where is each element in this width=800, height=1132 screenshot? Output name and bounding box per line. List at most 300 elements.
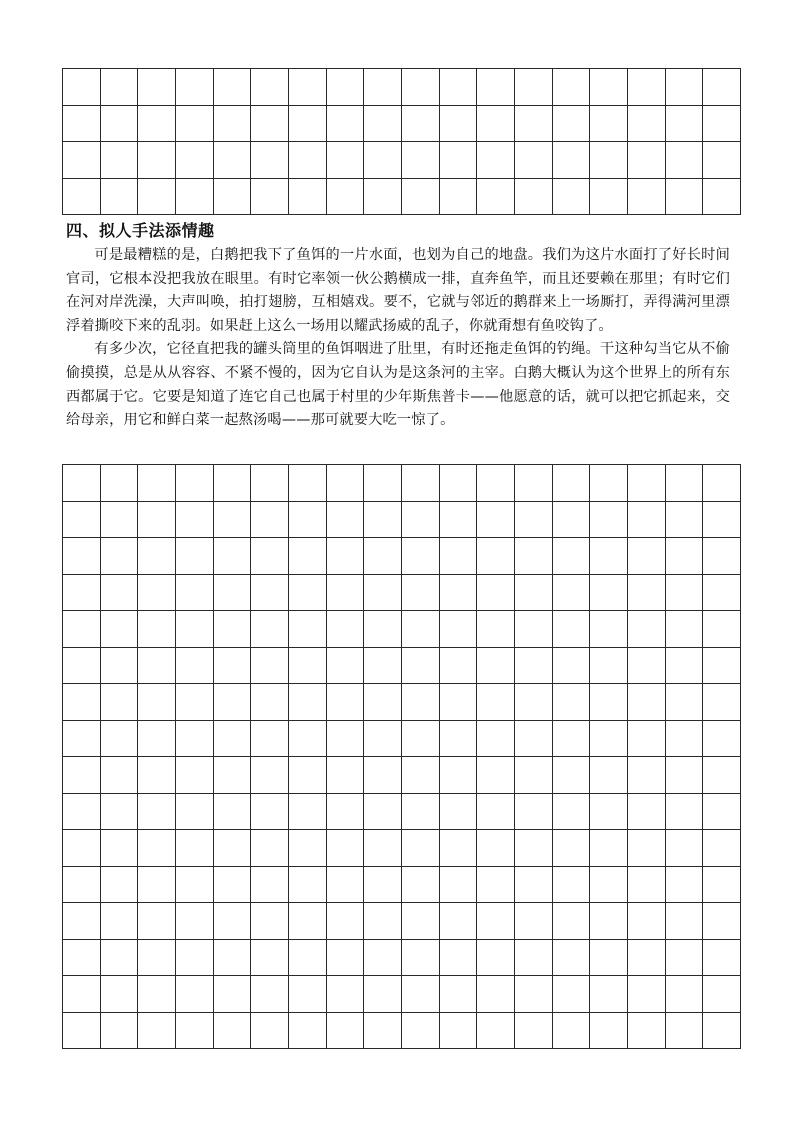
grid-cell[interactable] [514,465,552,502]
grid-cell[interactable] [552,105,590,142]
grid-cell[interactable] [401,465,439,502]
grid-cell[interactable] [552,903,590,940]
grid-cell[interactable] [439,1012,477,1049]
grid-cell[interactable] [477,939,515,976]
grid-cell[interactable] [288,939,326,976]
grid-cell[interactable] [326,178,364,215]
grid-cell[interactable] [63,69,101,106]
grid-cell[interactable] [477,465,515,502]
grid-cell[interactable] [665,611,703,648]
grid-cell[interactable] [590,178,628,215]
grid-cell[interactable] [665,757,703,794]
grid-cell[interactable] [175,501,213,538]
grid-cell[interactable] [213,720,251,757]
grid-cell[interactable] [63,830,101,867]
grid-cell[interactable] [175,105,213,142]
grid-cell[interactable] [288,178,326,215]
grid-cell[interactable] [590,793,628,830]
grid-cell[interactable] [138,866,176,903]
grid-cell[interactable] [326,684,364,721]
grid-cell[interactable] [477,611,515,648]
grid-cell[interactable] [401,793,439,830]
grid-cell[interactable] [477,866,515,903]
grid-cell[interactable] [251,647,289,684]
grid-cell[interactable] [288,501,326,538]
grid-cell[interactable] [552,1012,590,1049]
grid-cell[interactable] [665,720,703,757]
grid-cell[interactable] [326,465,364,502]
grid-cell[interactable] [552,939,590,976]
grid-cell[interactable] [552,501,590,538]
grid-cell[interactable] [138,1012,176,1049]
grid-cell[interactable] [477,830,515,867]
grid-cell[interactable] [364,793,402,830]
grid-cell[interactable] [477,69,515,106]
grid-cell[interactable] [175,939,213,976]
grid-cell[interactable] [288,465,326,502]
grid-cell[interactable] [665,903,703,940]
grid-cell[interactable] [100,69,138,106]
grid-cell[interactable] [63,465,101,502]
grid-cell[interactable] [138,501,176,538]
grid-cell[interactable] [401,611,439,648]
grid-cell[interactable] [703,178,741,215]
grid-cell[interactable] [627,142,665,179]
grid-cell[interactable] [703,976,741,1013]
grid-cell[interactable] [213,830,251,867]
grid-cell[interactable] [288,69,326,106]
grid-cell[interactable] [213,757,251,794]
grid-cell[interactable] [477,976,515,1013]
grid-cell[interactable] [175,757,213,794]
grid-cell[interactable] [703,574,741,611]
grid-cell[interactable] [213,903,251,940]
grid-cell[interactable] [100,939,138,976]
grid-cell[interactable] [288,757,326,794]
grid-cell[interactable] [439,611,477,648]
grid-cell[interactable] [552,538,590,575]
grid-cell[interactable] [251,142,289,179]
grid-cell[interactable] [63,501,101,538]
grid-cell[interactable] [514,647,552,684]
grid-cell[interactable] [100,178,138,215]
grid-cell[interactable] [514,976,552,1013]
grid-cell[interactable] [590,69,628,106]
grid-cell[interactable] [477,720,515,757]
grid-cell[interactable] [552,142,590,179]
grid-cell[interactable] [138,720,176,757]
grid-cell[interactable] [364,142,402,179]
grid-cell[interactable] [627,939,665,976]
grid-cell[interactable] [364,830,402,867]
grid-cell[interactable] [326,830,364,867]
grid-cell[interactable] [703,142,741,179]
grid-cell[interactable] [100,574,138,611]
grid-cell[interactable] [477,903,515,940]
grid-cell[interactable] [703,69,741,106]
grid-cell[interactable] [364,684,402,721]
grid-cell[interactable] [288,538,326,575]
grid-cell[interactable] [326,611,364,648]
grid-cell[interactable] [175,574,213,611]
grid-cell[interactable] [251,105,289,142]
grid-cell[interactable] [627,611,665,648]
grid-cell[interactable] [401,866,439,903]
grid-cell[interactable] [401,105,439,142]
grid-cell[interactable] [288,611,326,648]
grid-cell[interactable] [552,611,590,648]
grid-cell[interactable] [590,720,628,757]
grid-cell[interactable] [401,178,439,215]
grid-cell[interactable] [100,611,138,648]
grid-cell[interactable] [552,757,590,794]
grid-cell[interactable] [401,720,439,757]
grid-cell[interactable] [138,684,176,721]
grid-cell[interactable] [326,647,364,684]
grid-cell[interactable] [175,720,213,757]
grid-cell[interactable] [627,793,665,830]
grid-cell[interactable] [439,647,477,684]
grid-cell[interactable] [514,501,552,538]
grid-cell[interactable] [665,178,703,215]
grid-cell[interactable] [251,939,289,976]
grid-cell[interactable] [175,647,213,684]
grid-cell[interactable] [138,69,176,106]
grid-cell[interactable] [63,793,101,830]
grid-cell[interactable] [514,903,552,940]
grid-cell[interactable] [703,793,741,830]
grid-cell[interactable] [439,178,477,215]
grid-cell[interactable] [590,142,628,179]
grid-cell[interactable] [590,976,628,1013]
grid-cell[interactable] [138,178,176,215]
grid-cell[interactable] [627,830,665,867]
grid-cell[interactable] [364,178,402,215]
grid-cell[interactable] [251,866,289,903]
grid-cell[interactable] [477,538,515,575]
grid-cell[interactable] [627,647,665,684]
grid-cell[interactable] [439,976,477,1013]
grid-cell[interactable] [364,574,402,611]
grid-cell[interactable] [326,142,364,179]
grid-cell[interactable] [288,903,326,940]
grid-cell[interactable] [401,501,439,538]
grid-cell[interactable] [514,538,552,575]
grid-cell[interactable] [251,611,289,648]
grid-cell[interactable] [100,684,138,721]
grid-cell[interactable] [213,611,251,648]
grid-cell[interactable] [175,866,213,903]
grid-cell[interactable] [213,105,251,142]
grid-cell[interactable] [627,976,665,1013]
grid-cell[interactable] [552,465,590,502]
grid-cell[interactable] [63,866,101,903]
grid-cell[interactable] [251,69,289,106]
grid-cell[interactable] [703,105,741,142]
grid-cell[interactable] [401,1012,439,1049]
grid-cell[interactable] [590,574,628,611]
grid-cell[interactable] [703,465,741,502]
grid-cell[interactable] [213,178,251,215]
grid-cell[interactable] [63,757,101,794]
grid-cell[interactable] [326,757,364,794]
grid-cell[interactable] [251,903,289,940]
grid-cell[interactable] [288,866,326,903]
grid-cell[interactable] [552,830,590,867]
grid-cell[interactable] [213,647,251,684]
grid-cell[interactable] [175,903,213,940]
grid-cell[interactable] [364,501,402,538]
grid-cell[interactable] [100,903,138,940]
grid-cell[interactable] [364,647,402,684]
grid-cell[interactable] [703,538,741,575]
grid-cell[interactable] [138,903,176,940]
grid-cell[interactable] [213,1012,251,1049]
grid-cell[interactable] [213,939,251,976]
grid-cell[interactable] [213,793,251,830]
grid-cell[interactable] [251,501,289,538]
grid-cell[interactable] [364,538,402,575]
grid-cell[interactable] [251,830,289,867]
grid-cell[interactable] [590,501,628,538]
grid-cell[interactable] [364,903,402,940]
grid-cell[interactable] [665,647,703,684]
grid-cell[interactable] [552,720,590,757]
grid-cell[interactable] [590,105,628,142]
grid-cell[interactable] [590,1012,628,1049]
grid-cell[interactable] [590,830,628,867]
grid-cell[interactable] [514,830,552,867]
grid-cell[interactable] [100,465,138,502]
grid-cell[interactable] [100,866,138,903]
grid-cell[interactable] [590,939,628,976]
grid-cell[interactable] [63,939,101,976]
grid-cell[interactable] [326,69,364,106]
grid-cell[interactable] [401,142,439,179]
grid-cell[interactable] [665,501,703,538]
grid-cell[interactable] [63,976,101,1013]
grid-cell[interactable] [364,757,402,794]
grid-cell[interactable] [175,976,213,1013]
grid-cell[interactable] [364,69,402,106]
grid-cell[interactable] [288,720,326,757]
grid-cell[interactable] [552,684,590,721]
grid-cell[interactable] [138,574,176,611]
grid-cell[interactable] [364,720,402,757]
grid-cell[interactable] [138,611,176,648]
grid-cell[interactable] [627,757,665,794]
grid-cell[interactable] [514,866,552,903]
grid-cell[interactable] [703,939,741,976]
grid-cell[interactable] [100,538,138,575]
grid-cell[interactable] [665,939,703,976]
grid-cell[interactable] [326,866,364,903]
grid-cell[interactable] [175,830,213,867]
grid-cell[interactable] [627,465,665,502]
grid-cell[interactable] [439,105,477,142]
grid-cell[interactable] [703,866,741,903]
grid-cell[interactable] [514,105,552,142]
grid-cell[interactable] [477,142,515,179]
grid-cell[interactable] [326,720,364,757]
grid-cell[interactable] [401,647,439,684]
grid-cell[interactable] [627,178,665,215]
grid-cell[interactable] [665,830,703,867]
grid-cell[interactable] [627,105,665,142]
grid-cell[interactable] [288,105,326,142]
grid-cell[interactable] [326,976,364,1013]
grid-cell[interactable] [138,142,176,179]
grid-cell[interactable] [364,611,402,648]
grid-cell[interactable] [401,976,439,1013]
grid-cell[interactable] [138,757,176,794]
grid-cell[interactable] [364,866,402,903]
grid-cell[interactable] [63,178,101,215]
grid-cell[interactable] [401,684,439,721]
grid-cell[interactable] [288,830,326,867]
grid-cell[interactable] [477,1012,515,1049]
grid-cell[interactable] [627,69,665,106]
grid-cell[interactable] [251,574,289,611]
grid-cell[interactable] [401,939,439,976]
grid-cell[interactable] [326,538,364,575]
grid-cell[interactable] [401,830,439,867]
grid-cell[interactable] [514,939,552,976]
grid-cell[interactable] [175,793,213,830]
grid-cell[interactable] [63,1012,101,1049]
grid-cell[interactable] [138,538,176,575]
grid-cell[interactable] [552,866,590,903]
grid-cell[interactable] [665,105,703,142]
grid-cell[interactable] [665,866,703,903]
grid-cell[interactable] [627,574,665,611]
grid-cell[interactable] [477,684,515,721]
grid-cell[interactable] [627,866,665,903]
grid-cell[interactable] [439,757,477,794]
grid-cell[interactable] [138,830,176,867]
grid-cell[interactable] [100,647,138,684]
grid-cell[interactable] [665,465,703,502]
grid-cell[interactable] [514,611,552,648]
grid-cell[interactable] [100,501,138,538]
grid-cell[interactable] [439,69,477,106]
grid-cell[interactable] [251,757,289,794]
grid-cell[interactable] [288,1012,326,1049]
grid-cell[interactable] [552,647,590,684]
grid-cell[interactable] [552,178,590,215]
grid-cell[interactable] [401,757,439,794]
grid-cell[interactable] [63,903,101,940]
grid-cell[interactable] [100,1012,138,1049]
grid-cell[interactable] [100,720,138,757]
grid-cell[interactable] [401,538,439,575]
grid-cell[interactable] [138,793,176,830]
grid-cell[interactable] [552,69,590,106]
grid-cell[interactable] [514,684,552,721]
grid-cell[interactable] [401,69,439,106]
grid-cell[interactable] [514,720,552,757]
grid-cell[interactable] [326,793,364,830]
grid-cell[interactable] [439,830,477,867]
grid-cell[interactable] [251,684,289,721]
grid-cell[interactable] [514,142,552,179]
grid-cell[interactable] [251,1012,289,1049]
grid-cell[interactable] [138,939,176,976]
grid-cell[interactable] [175,465,213,502]
grid-cell[interactable] [514,793,552,830]
grid-cell[interactable] [439,866,477,903]
grid-cell[interactable] [627,684,665,721]
grid-cell[interactable] [703,903,741,940]
grid-cell[interactable] [590,757,628,794]
grid-cell[interactable] [213,574,251,611]
grid-cell[interactable] [552,976,590,1013]
grid-cell[interactable] [590,647,628,684]
grid-cell[interactable] [665,69,703,106]
grid-cell[interactable] [288,574,326,611]
grid-cell[interactable] [364,1012,402,1049]
grid-cell[interactable] [326,1012,364,1049]
grid-cell[interactable] [627,538,665,575]
grid-cell[interactable] [63,684,101,721]
grid-cell[interactable] [175,142,213,179]
grid-cell[interactable] [251,720,289,757]
grid-cell[interactable] [665,793,703,830]
grid-cell[interactable] [251,538,289,575]
grid-cell[interactable] [364,939,402,976]
grid-cell[interactable] [439,720,477,757]
grid-cell[interactable] [590,538,628,575]
grid-cell[interactable] [138,465,176,502]
grid-cell[interactable] [100,830,138,867]
grid-cell[interactable] [213,501,251,538]
grid-cell[interactable] [288,142,326,179]
grid-cell[interactable] [138,105,176,142]
grid-cell[interactable] [288,684,326,721]
grid-cell[interactable] [213,684,251,721]
grid-cell[interactable] [590,684,628,721]
grid-cell[interactable] [439,501,477,538]
grid-cell[interactable] [627,720,665,757]
grid-cell[interactable] [703,611,741,648]
grid-cell[interactable] [439,939,477,976]
grid-cell[interactable] [175,178,213,215]
grid-cell[interactable] [251,178,289,215]
grid-cell[interactable] [251,793,289,830]
grid-cell[interactable] [703,684,741,721]
grid-cell[interactable] [100,105,138,142]
grid-cell[interactable] [665,142,703,179]
grid-cell[interactable] [213,866,251,903]
grid-cell[interactable] [63,720,101,757]
grid-cell[interactable] [326,903,364,940]
grid-cell[interactable] [590,465,628,502]
grid-cell[interactable] [665,684,703,721]
grid-cell[interactable] [477,757,515,794]
grid-cell[interactable] [590,866,628,903]
grid-cell[interactable] [477,574,515,611]
grid-cell[interactable] [63,538,101,575]
grid-cell[interactable] [175,684,213,721]
grid-cell[interactable] [477,105,515,142]
grid-cell[interactable] [477,793,515,830]
grid-cell[interactable] [63,611,101,648]
grid-cell[interactable] [63,574,101,611]
grid-cell[interactable] [703,720,741,757]
grid-cell[interactable] [703,830,741,867]
grid-cell[interactable] [213,69,251,106]
grid-cell[interactable] [364,976,402,1013]
